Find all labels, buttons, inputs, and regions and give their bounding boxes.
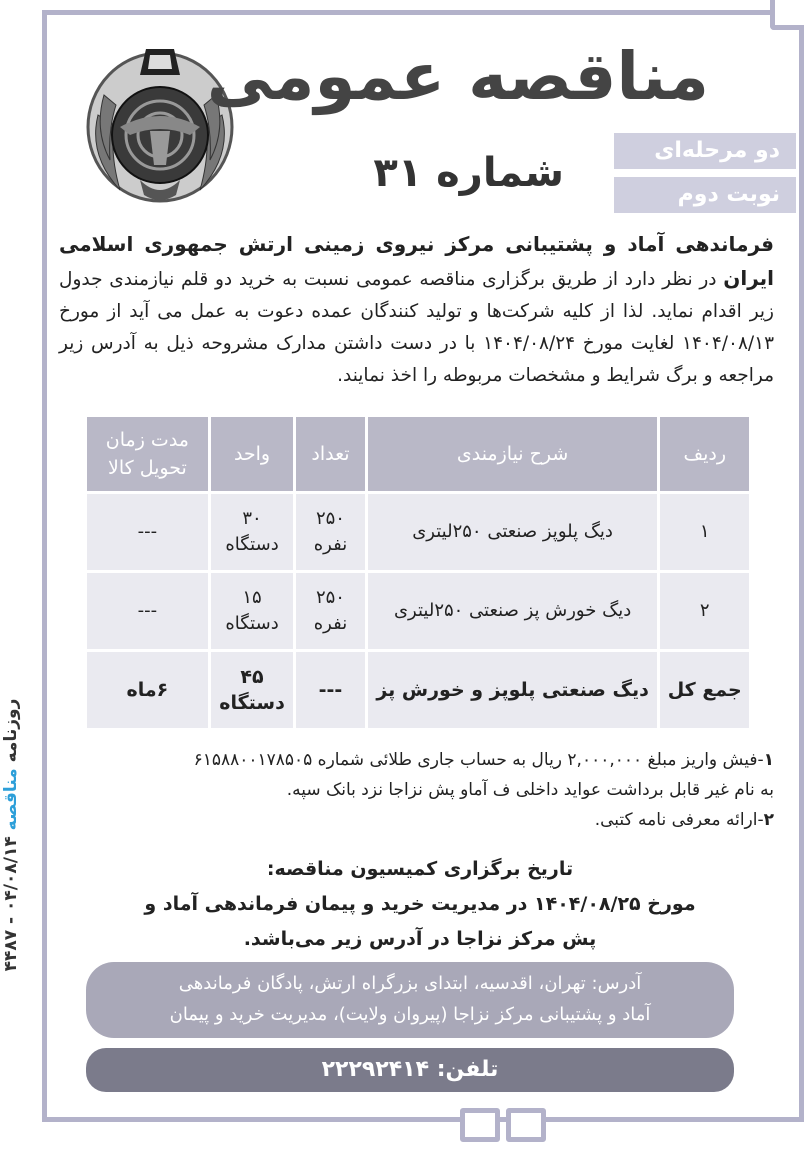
tag-two-stage: دو مرحله‌ای: [614, 133, 796, 169]
note-1: ۱-فیش واریز مبلغ ۲,۰۰۰,۰۰۰ ریال به حساب جاری طلائی شماره ۶۱۵۸۸۰۰۱۷۸۵۰۵: [193, 750, 774, 770]
total-description: دیگ صنعتی پلوپز و خورش پز: [368, 652, 658, 728]
row-number: ۱: [660, 494, 749, 570]
ornament-square: [460, 1108, 500, 1142]
table-row: [87, 494, 749, 570]
row-number: ۲: [660, 573, 749, 649]
commission-line-2: پش مرکز نزاجا در آدرس زیر می‌باشد.: [243, 928, 597, 950]
commission-heading: تاریخ برگزاری کمیسیون مناقصه:: [266, 858, 574, 880]
tender-number: شماره ۳۱: [373, 150, 564, 196]
requirements-table: [84, 414, 752, 731]
ornament-square: [506, 1108, 546, 1142]
table-header-row: [87, 417, 749, 491]
header-count: تعداد: [296, 417, 364, 491]
phone-bar: تلفن: ۲۲۲۹۲۴۱۴: [86, 1048, 734, 1092]
address-line-1: آدرس: تهران، اقدسیه، ابتدای بزرگراه ارتش، پادگان فرماندهی: [178, 973, 642, 994]
requirements-notes: [59, 745, 774, 835]
total-label: جمع کل: [660, 652, 749, 728]
header-description: شرح نیازمندی: [368, 417, 658, 491]
row-delivery: ---: [87, 573, 208, 649]
intro-body: در نظر دارد از طریق برگزاری مناقصه عمومی نسبت به خرید دو قلم نیازمندی جدول زیر اقدام نماید. لذا از کلیه شرکت‌ها و تولید کنندگان عمده دعوت به عمل می آید از مورخ ۱۴۰۴/۰۸/۱۳ لغایت مورخ ۱۴۰۴/۰۸/۲۴ با در دست داشتن مدارک مشروحه ذیل به آدرس زیر مراجعه و برگ شرایط و مشخصات مربوطه را اخذ نمایند.: [59, 269, 775, 386]
header-delivery: مدت زمان تحویل کالا: [87, 417, 208, 491]
frame-corner: [770, 0, 804, 30]
row-count: ۲۵۰ نفره: [296, 494, 364, 570]
header-unit: واحد: [211, 417, 294, 491]
caption-prefix: روزنامه: [1, 698, 21, 763]
address-line-2: آماد و پشتیبانی مرکز نزاجا (پیروان ولایت)، مدیریت خرید و پیمان: [169, 1004, 651, 1025]
commission-info: [100, 852, 740, 957]
table-total-row: [87, 652, 749, 728]
total-delivery: ۶ماه: [87, 652, 208, 728]
intro-paragraph: [59, 228, 774, 392]
row-unit: ۱۵ دستگاه: [211, 573, 294, 649]
organization-name: فرماندهی آماد و پشتیبانی مرکز نیروی زمینی ارتش جمهوری اسلامی ایران: [59, 232, 774, 290]
row-unit: ۳۰ دستگاه: [211, 494, 294, 570]
address-box: [86, 962, 734, 1038]
row-description: دیگ خورش پز صنعتی ۲۵۰لیتری: [368, 573, 658, 649]
commission-line-1: مورخ ۱۴۰۴/۰۸/۲۵ در مدیریت خرید و پیمان فرماندهی آماد و: [144, 893, 696, 915]
total-unit: ۴۵ دستگاه: [211, 652, 294, 728]
caption-brand: مناقصه: [1, 768, 21, 831]
total-count: ---: [296, 652, 364, 728]
tag-second-round: نوبت دوم: [614, 177, 796, 213]
note-1-cont: به نام غیر قابل برداشت عواید داخلی ف آماو پش نزاجا نزد بانک سپه.: [286, 780, 774, 800]
row-count: ۲۵۰ نفره: [296, 573, 364, 649]
row-description: دیگ پلوپز صنعتی ۲۵۰لیتری: [368, 494, 658, 570]
newspaper-caption: [1, 670, 21, 1000]
row-delivery: ---: [87, 494, 208, 570]
note-2: ۲-ارائه معرفی نامه کتبی.: [594, 810, 774, 830]
caption-date: ۰۴/۰۸/۱۴ - ۴۴۸۷: [1, 836, 21, 972]
table-row: [87, 573, 749, 649]
page-title: مناقصه عمومی: [206, 38, 709, 115]
header-row-number: ردیف: [660, 417, 749, 491]
